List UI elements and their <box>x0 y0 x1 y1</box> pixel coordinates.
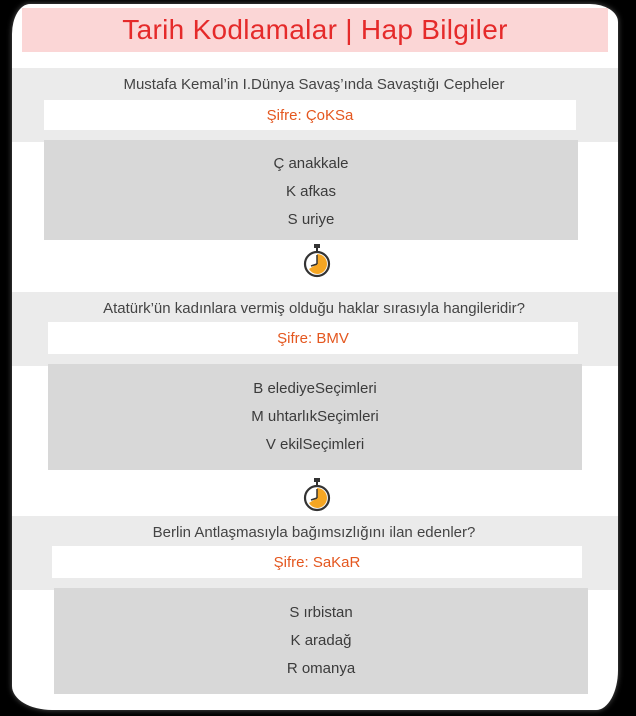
answer-block-2 <box>48 364 582 470</box>
code-box-1: Şifre: ÇoKSa <box>44 100 576 130</box>
code-box-2: Şifre: BMV <box>48 322 578 354</box>
page-title: Tarih Kodlamalar | Hap Bilgiler <box>122 14 508 45</box>
question-text-2: Atatürk’ün kadınlara vermiş olduğu haklar sırasıyla hangileridir? <box>103 300 525 317</box>
answer-3-2: K aradağ <box>290 632 352 649</box>
stopwatch-icon <box>302 244 332 278</box>
question-text-1: Mustafa Kemal’in I.Dünya Savaş’ında Savaştığı Cepheler <box>123 76 505 93</box>
answer-block-1 <box>44 140 578 240</box>
title-banner <box>22 8 608 52</box>
question-text-3: Berlin Antlaşmasıyla bağımsızlığını ilan edenler? <box>152 524 476 541</box>
answer-1-2: K afkas <box>285 183 337 200</box>
question-block-1 <box>12 68 618 142</box>
answer-block-3 <box>54 588 588 694</box>
answer-3-1: S ırbistan <box>289 604 353 621</box>
question-block-2 <box>12 292 618 366</box>
answer-2-3: V ekilSeçimleri <box>265 436 365 453</box>
answer-1-3: S uriye <box>287 211 335 228</box>
answer-2-1: B elediyeSeçimleri <box>253 380 377 397</box>
answer-2-2: M uhtarlıkSeçimleri <box>251 408 379 425</box>
code-box-3: Şifre: SaKaR <box>52 546 582 578</box>
stopwatch-icon <box>302 478 332 512</box>
answer-3-3: R omanya <box>286 660 356 677</box>
question-block-3 <box>12 516 618 590</box>
infographic-page <box>12 4 618 710</box>
answer-1-1: Ç anakkale <box>273 155 349 172</box>
